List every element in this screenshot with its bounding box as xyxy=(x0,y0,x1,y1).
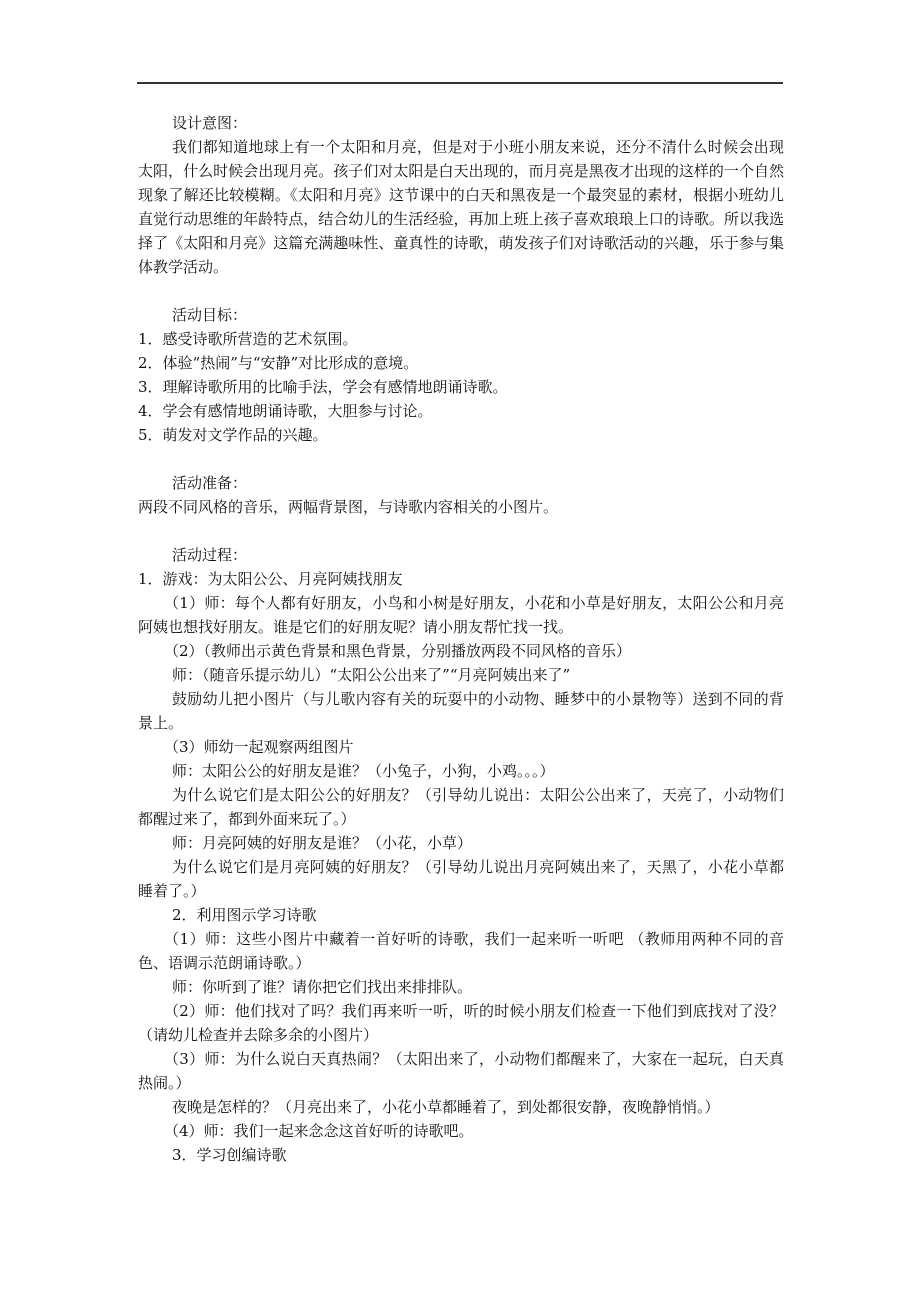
section-heading-design: 设计意图： xyxy=(172,114,248,132)
process-paragraph: 鼓励幼儿把小图片（与儿歌内容有关的玩耍中的小动物、睡梦中的小景物等）送到不同的背景上。 xyxy=(138,690,784,732)
goal-item: 3．理解诗歌所用的比喻手法，学会有感情地朗诵诗歌。 xyxy=(138,378,508,396)
goal-item: 2．体验“热闹”与“安静”对比形成的意境。 xyxy=(138,354,419,372)
header-rule xyxy=(137,82,783,84)
document-page xyxy=(138,111,784,1167)
process-paragraph: （4）师：我们一起来念念这首好听的诗歌吧。 xyxy=(164,1122,474,1140)
process-paragraph: 师：月亮阿姨的好朋友是谁？（小花，小草） xyxy=(172,834,473,852)
process-paragraph: （1）师：每个人都有好朋友，小鸟和小树是好朋友，小花和小草是好朋友，太阳公公和月亮阿姨也想找好朋友。谁是它们的好朋友呢？请小朋友帮忙找一找。 xyxy=(138,594,784,636)
process-paragraph: 夜晚是怎样的？（月亮出来了，小花小草都睡着了，到处都很安静，夜晚静悄悄。） xyxy=(172,1098,720,1116)
spacer xyxy=(138,279,784,303)
section-heading-preparation: 活动准备： xyxy=(172,474,248,492)
spacer xyxy=(138,447,784,471)
design-body: 我们都知道地球上有一个太阳和月亮，但是对于小班小朋友来说，还分不清什么时候会出现太阳，什么时候会出现月亮。孩子们对太阳是白天出现的，而月亮是黑夜才出现的这样的一个自然现象了解还比较模糊。《太阳和月亮》这节课中的白天和黑夜是一个最突显的素材，根据小班幼儿直觉行动思维的年龄特点，结合幼儿的生活经验，再加上班上孩子喜欢琅琅上口的诗歌。所以我选择了《太阳和月亮》这篇充满趣味性、童真性的诗歌，萌发孩子们对诗歌活动的兴趣，乐于参与集体教学活动。 xyxy=(138,138,784,276)
process-step: 1．游戏：为太阳公公、月亮阿姨找朋友 xyxy=(138,570,403,588)
preparation-body: 两段不同风格的音乐，两幅背景图，与诗歌内容相关的小图片。 xyxy=(138,498,559,516)
process-paragraph: （3）师：为什么说白天真热闹？（太阳出来了，小动物们都醒来了，大家在一起玩，白天真热闹。） xyxy=(138,1050,784,1092)
process-step: 2．利用图示学习诗歌 xyxy=(172,906,317,924)
process-paragraph: 师：（随音乐提示幼儿）“太阳公公出来了”“月亮阿姨出来了” xyxy=(172,666,571,684)
section-heading-process: 活动过程： xyxy=(172,546,248,564)
process-paragraph: 师：你听到了谁？请你把它们找出来排排队。 xyxy=(172,978,473,996)
process-step: 3．学习创编诗歌 xyxy=(172,1146,287,1164)
process-paragraph: （3）师幼一起观察两组图片 xyxy=(164,738,354,756)
section-heading-goals: 活动目标： xyxy=(172,306,248,324)
goal-item: 1．感受诗歌所营造的艺术氛围。 xyxy=(138,330,358,348)
process-paragraph: （1）师：这些小图片中藏着一首好听的诗歌，我们一起来听一听吧 （教师用两种不同的音色、语调示范朗诵诗歌。） xyxy=(138,930,784,972)
process-paragraph: 为什么说它们是月亮阿姨的好朋友？（引导幼儿说出月亮阿姨出来了，天黑了，小花小草都睡着了。） xyxy=(138,858,784,900)
process-paragraph: （2）师：他们找对了吗？我们再来听一听，听的时候小朋友们检查一下他们到底找对了没？（请幼儿检查并去除多余的小图片） xyxy=(138,1002,784,1044)
process-paragraph: 为什么说它们是太阳公公的好朋友？（引导幼儿说出：太阳公公出来了，天亮了，小动物们都醒过来了，都到外面来玩了。） xyxy=(138,786,784,828)
goal-item: 5．萌发对文学作品的兴趣。 xyxy=(138,426,328,444)
spacer xyxy=(138,519,784,543)
goal-item: 4．学会有感情地朗诵诗歌，大胆参与讨论。 xyxy=(138,402,433,420)
process-paragraph: 师：太阳公公的好朋友是谁？（小兔子，小狗，小鸡。。。） xyxy=(172,762,555,780)
process-paragraph: （2）（教师出示黄色背景和黑色背景，分别播放两段不同风格的音乐） xyxy=(164,642,632,660)
